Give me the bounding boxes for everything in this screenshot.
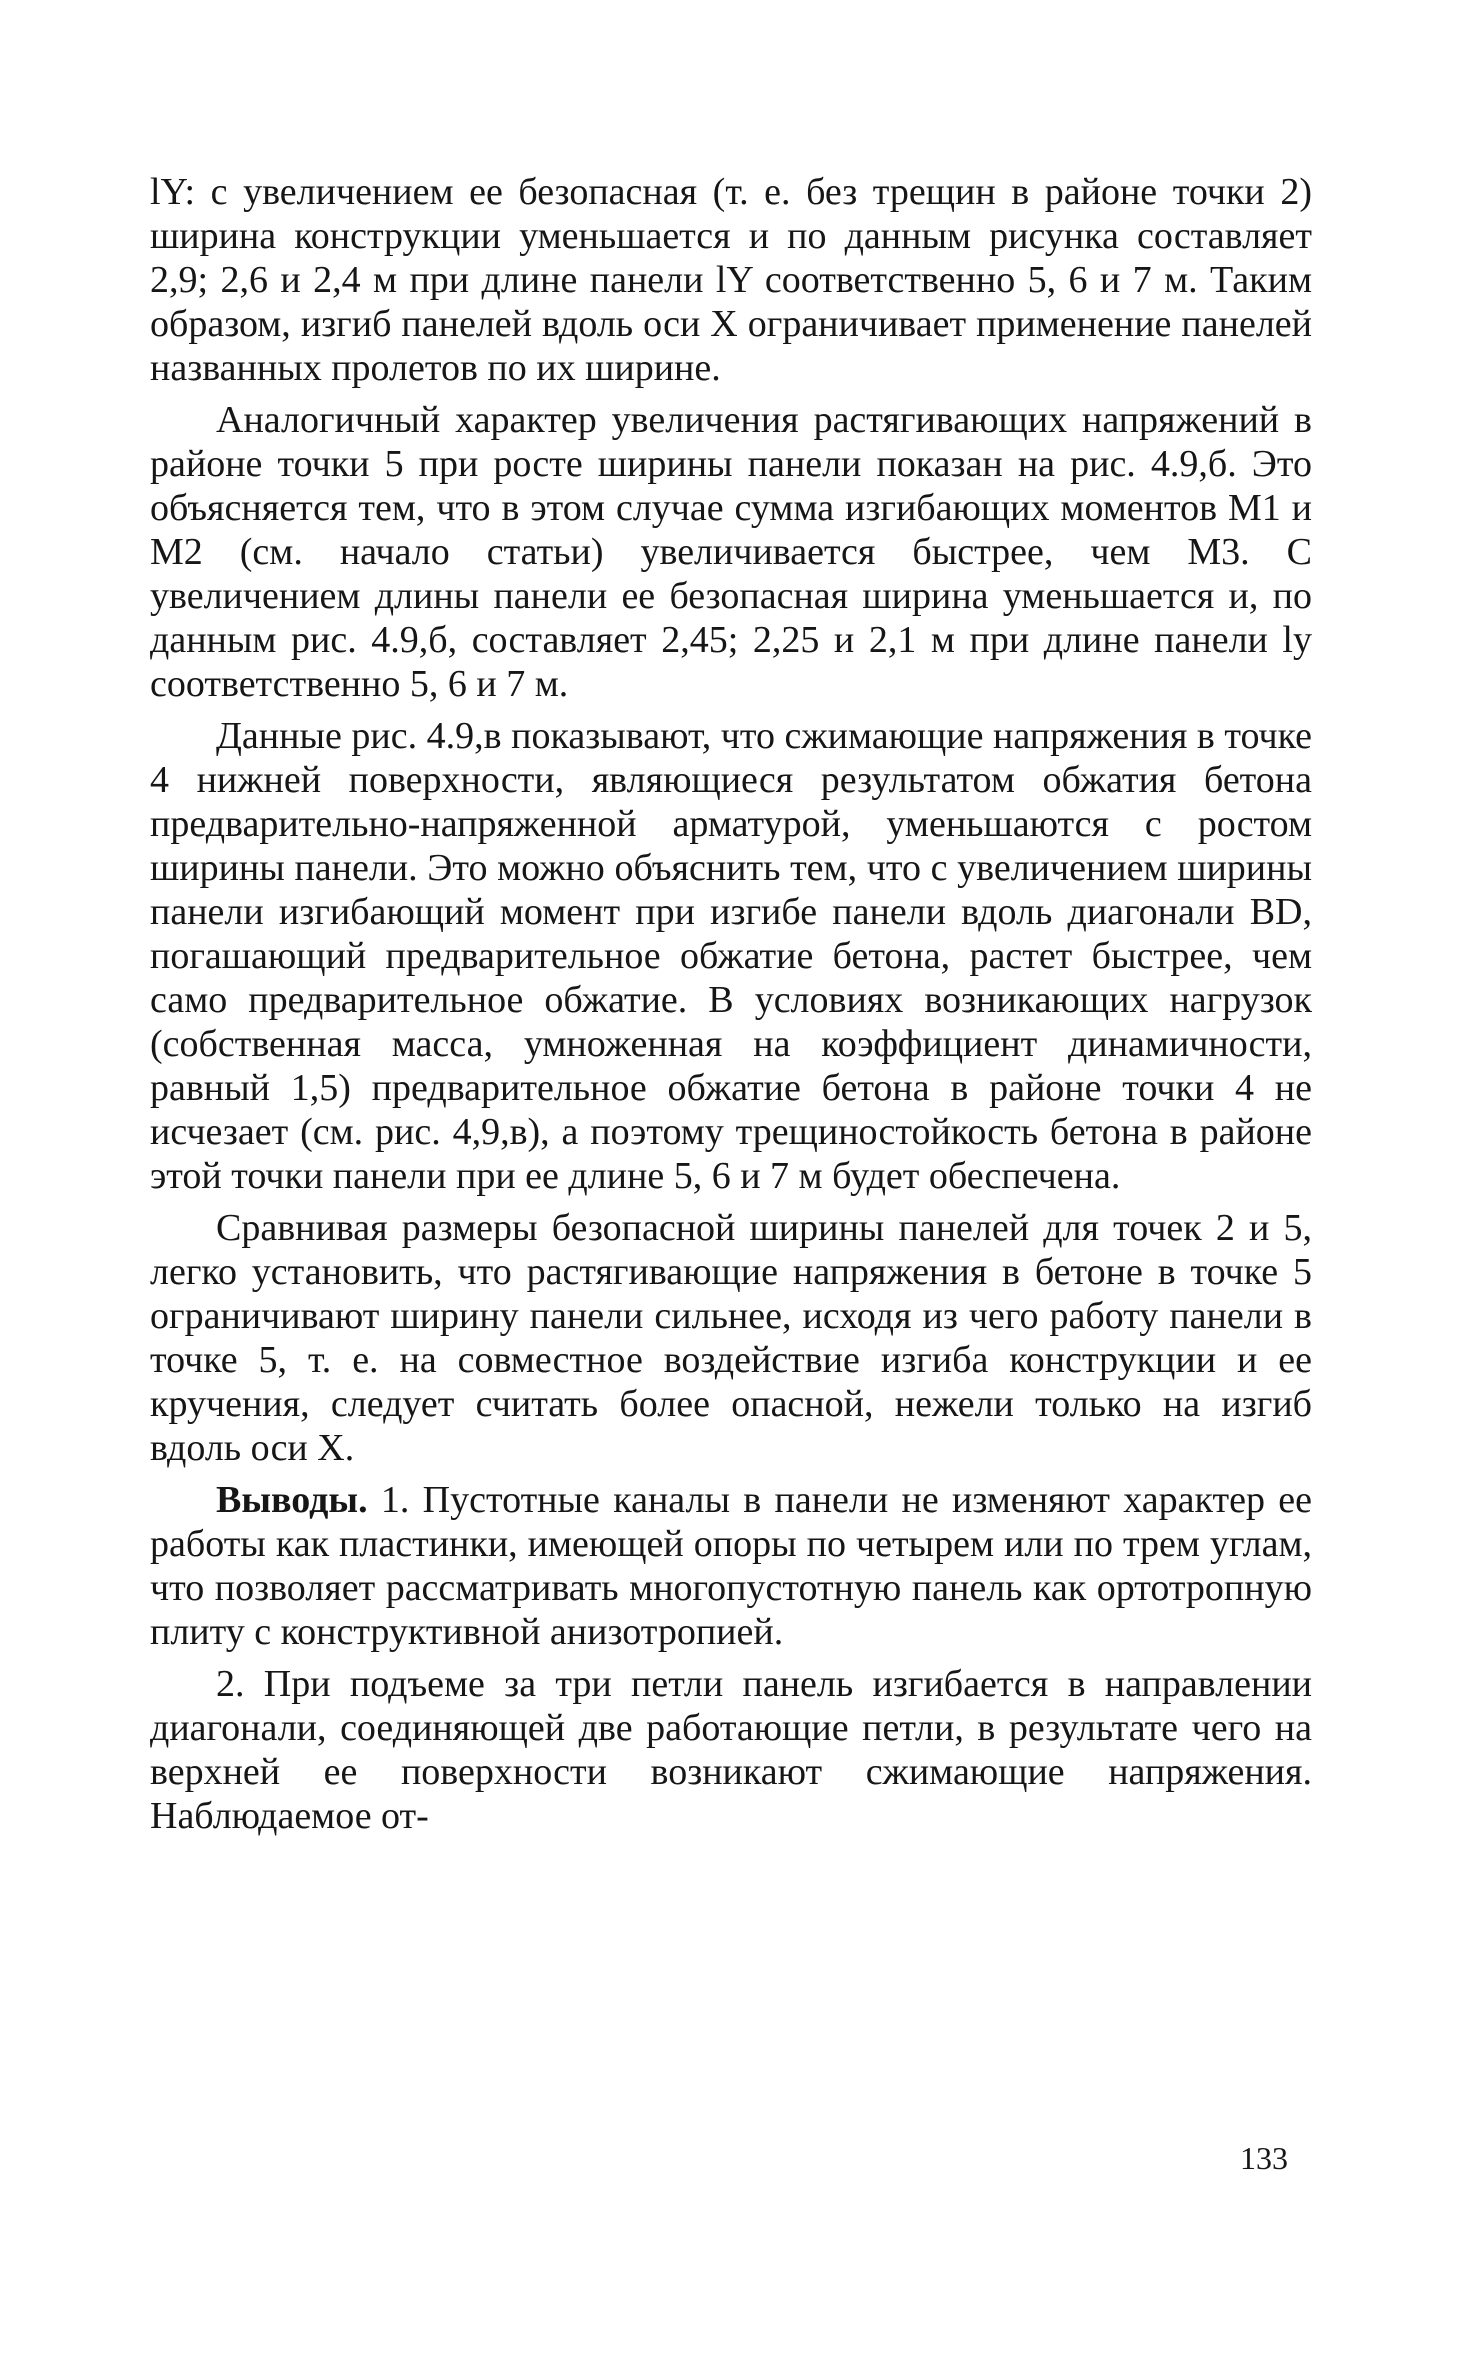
body-text [150, 170, 1312, 1838]
paragraph-compressive-stress [150, 714, 1312, 1198]
conclusions-heading: Выводы. [216, 1479, 368, 1521]
paragraph-text: 1. Пустотные каналы в панели не изменяют характер ее работы как пластинки, имеющей опоры по четырем или по трем углам, что позволяет рассматривать многопустотную панель как ортотропную плиту с конструктивной анизотропией. [150, 1479, 1312, 1653]
page-number: 133 [1240, 2140, 1288, 2176]
paragraph-text: Аналогичный характер увеличения растягивающих напряжений в районе точки 5 при росте ширины панели показан на рис. 4.9,б. Это объясняется тем, что в этом случае сумма изгибающих моментов M1 и M2 (см. начало статьи) увеличивается быстрее, чем M3. С увеличением длины панели ее безопасная ширина уменьшается и, по данным рис. 4.9,б, составляет 2,45; 2,25 и 2,1 м при длине панели ly соответственно 5, 6 и 7 м. [150, 399, 1312, 705]
paragraph-comparison [150, 1206, 1312, 1470]
paragraph-text: lY: с увеличением ее безопасная (т. е. без трещин в районе точки 2) ширина конструкции уменьшается и по данным рисунка составляет 2,9; 2,6 и 2,4 м при длине панели lY соответственно 5, 6 и 7 м. Таким образом, изгиб панелей вдоль оси X ограничивает применение панелей названных пролетов по их ширине. [150, 171, 1312, 389]
paragraph-text: 2. При подъеме за три петли панель изгибается в направлении диагонали, соединяющей две работающие петли, в результате чего на верхней ее поверхности возникают сжимающие напряжения. Наблюдаемое от- [150, 1663, 1312, 1837]
paragraph-text: Сравнивая размеры безопасной ширины панелей для точек 2 и 5, легко установить, что растягивающие напряжения в бетоне в точке 5 ограничивают ширину панели сильнее, исходя из чего работу панели в точке 5, т. е. на совместное воздействие изгиба конструкции и ее кручения, следует считать более опасной, нежели только на изгиб вдоль оси X. [150, 1207, 1312, 1469]
paragraph-tensile-stress [150, 398, 1312, 706]
paragraph-text: Данные рис. 4.9,в показывают, что сжимающие напряжения в точке 4 нижней поверхности, являющиеся результатом обжатия бетона предварительно-напряженной арматурой, уменьшаются с ростом ширины панели. Это можно объяснить тем, что с увеличением ширины панели изгибающий момент при изгибе панели вдоль диагонали BD, погашающий предварительное обжатие бетона, растет быстрее, чем само предварительное обжатие. В условиях возникающих нагрузок (собственная масса, умноженная на коэффициент динамичности, равный 1,5) предварительное обжатие бетона в районе точки 4 не исчезает (см. рис. 4,9,в), а поэтому трещиностойкость бетона в районе этой точки панели при ее длине 5, 6 и 7 м будет обеспечена. [150, 715, 1312, 1197]
paragraph-conclusions-2 [150, 1662, 1312, 1838]
paragraph-continuation [150, 170, 1312, 390]
paragraph-conclusions-1 [150, 1478, 1312, 1654]
